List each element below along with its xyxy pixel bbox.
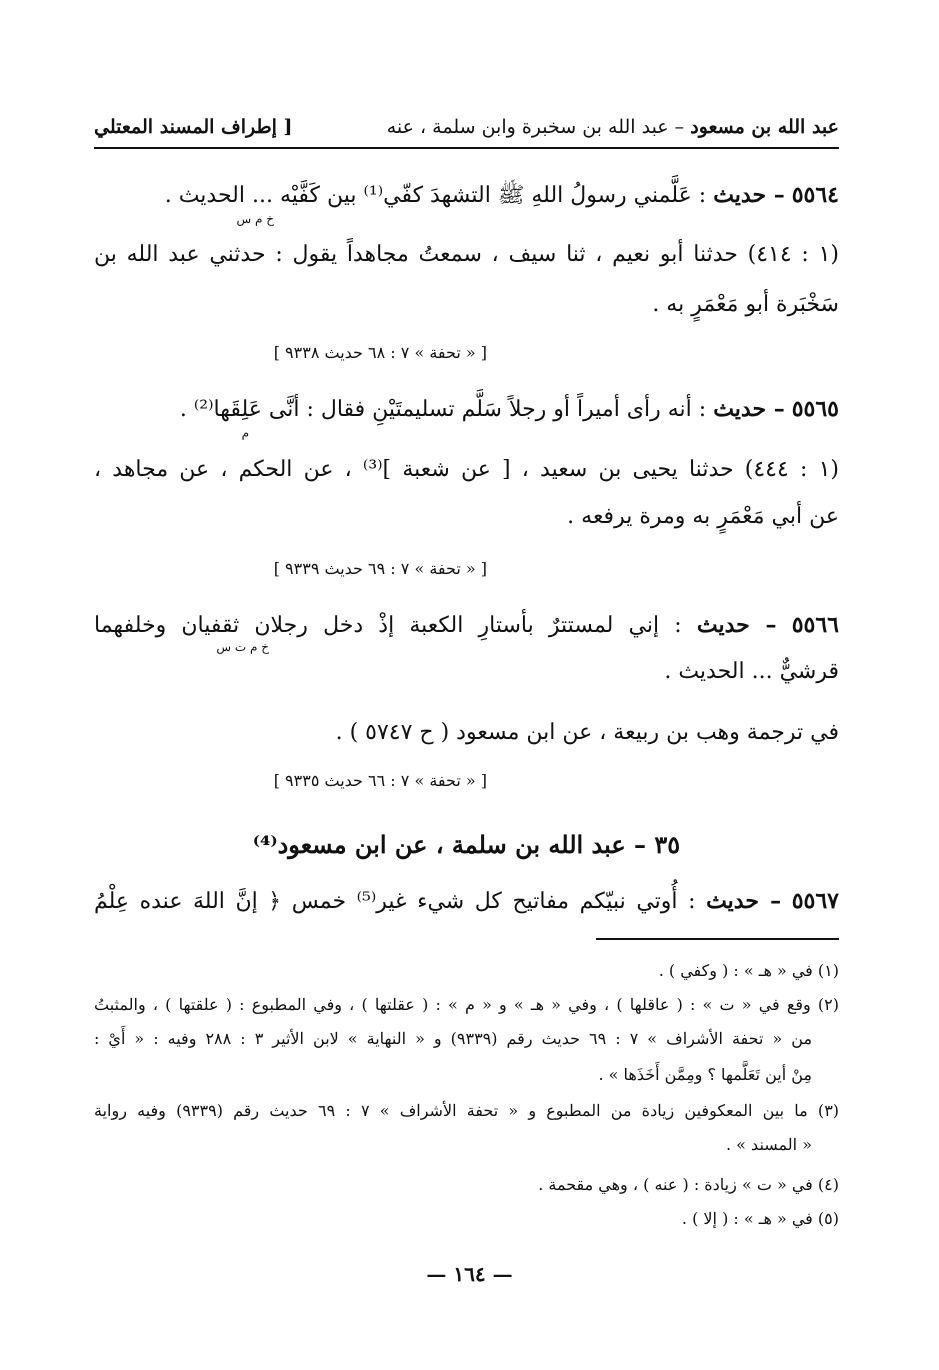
footnote-5: (٥) في « هـ » : ( إلا ) . xyxy=(681,1209,839,1228)
hadith-matn: : أُوتي نبيّكم مفاتيح كل شيء غير⁽⁵⁾ خمس ﴿ إنَّ اللهَ عنده عِلْمُ xyxy=(94,889,696,914)
page-number: — ١٦٤ — xyxy=(426,1262,513,1286)
hadith-5565-sigla: م xyxy=(241,426,249,440)
hadith-5566-line-2: قرشيٌّ ... الحديث . xyxy=(664,659,839,684)
hadith-5565-isnad-1: (١ : ٤٤٤) حدثنا يحيى بن سعيد ، [ عن شعبة ]⁽³⁾ ، عن الحكم ، عن مجاهد ، xyxy=(94,457,839,482)
section-title: ٣٥ – عبد الله بن سلمة ، عن ابن مسعود⁽⁴⁾ xyxy=(252,830,681,859)
hadith-5565-tuhfa-ref: [ « تحفة » ٧ : ٦٩ حديث ٩٣٣٩ ] xyxy=(273,559,487,578)
hadith-matn: : عَلَّمني رسولُ اللهِ ﷺ التشهدَ كفّي⁽¹⁾ بين كَفَّيْه ... الحديث . xyxy=(164,183,707,208)
hadith-5566-heading xyxy=(94,608,839,643)
hadith-5564-isnad-1: (١ : ٤١٤) حدثنا أبو نعيم ، ثنا سيف ، سمعتُ مجاهداً يقول : حدثني عبد الله بن xyxy=(94,242,839,267)
hadith-number: ٥٥٦٤ xyxy=(791,182,839,208)
hadith-5565-heading xyxy=(94,392,839,427)
hadith-keyword: – حديث xyxy=(696,612,777,638)
hadith-matn: : أنه رأى أميراً أو رجلاً سَلَّم تسليمتَيْنِ فقال : أنَّى عَلِقَها⁽²⁾ . xyxy=(179,397,707,422)
header-section xyxy=(387,116,839,138)
header-book-title: [ إطراف المسند المعتلي xyxy=(94,116,293,138)
hadith-5564-heading xyxy=(94,178,839,213)
hadith-5564-isnad-2: سَخْبَرة أبو مَعْمَرٍ به . xyxy=(652,292,839,317)
hadith-5567-heading xyxy=(94,884,839,919)
hadith-5566-tuhfa-ref: [ « تحفة » ٧ : ٦٦ حديث ٩٣٣٥ ] xyxy=(273,771,487,790)
hadith-5566-cross-reference: في ترجمة وهب بن ربيعة ، عن ابن مسعود ( ح ٥٧٤٧ ) . xyxy=(335,720,839,745)
hadith-keyword: – حديث xyxy=(706,888,782,914)
hadith-keyword: – حديث xyxy=(713,396,785,422)
hadith-number: ٥٥٦٧ xyxy=(791,888,839,914)
header-section-name: عبد الله بن مسعود xyxy=(690,116,839,138)
footnote-3-line-1: (٣) ما بين المعكوفين زيادة من المطبوع و « تحفة الأشراف » ٧ : ٦٩ حديث رقم (٩٣٣٩) وفيه رواية xyxy=(94,1101,840,1120)
hadith-5564-sigla: خ م س xyxy=(236,212,274,226)
footnote-2-line-2: من « تحفة الأشراف » ٧ : ٦٩ حديث رقم (٩٣٣٩) و « النهاية » لابن الأثير ٣ : ٢٨٨ وفيه : « أَيْ : xyxy=(94,1029,813,1048)
hadith-matn: : إني لمستترٌ بأستارِ الكعبة إذْ دخل رجلان ثقفيان وخلفهما xyxy=(94,613,682,638)
hadith-5564-tuhfa-ref: [ « تحفة » ٧ : ٦٨ حديث ٩٣٣٨ ] xyxy=(273,343,487,362)
header-subsection: – عبد الله بن سخبرة وابن سلمة ، عنه xyxy=(386,116,685,138)
footnote-1: (١) في « هـ » : ( وكفي ) . xyxy=(658,961,839,980)
footnote-4: (٤) في « ت » زيادة : ( عنه ) ، وهي مقحمة . xyxy=(538,1175,839,1194)
footnote-2-line-1: (٢) وقع في « ت » : ( عاقلها ) ، وفي « هـ » و « م » : ( عقلتها ) ، وفي المطبوع : ( علقتها ) ، والمثبتُ xyxy=(94,995,839,1014)
hadith-number: ٥٥٦٥ xyxy=(791,396,839,422)
header-divider xyxy=(94,147,839,149)
hadith-number: ٥٥٦٦ xyxy=(791,612,839,638)
hadith-5565-isnad-2: عن أبي مَعْمَرٍ به ومرة يرفعه . xyxy=(567,504,839,529)
footnote-3-line-2: « المسند » . xyxy=(726,1135,812,1154)
hadith-5566-sigla: خ م ت س xyxy=(216,640,269,654)
footnote-2-line-3: مِنْ أين تَعَلَّمها ؟ ومِمَّن أَخَذَها » . xyxy=(598,1065,812,1084)
hadith-keyword: – حديث xyxy=(713,182,785,208)
running-header xyxy=(94,112,839,142)
footnote-divider xyxy=(596,938,839,940)
